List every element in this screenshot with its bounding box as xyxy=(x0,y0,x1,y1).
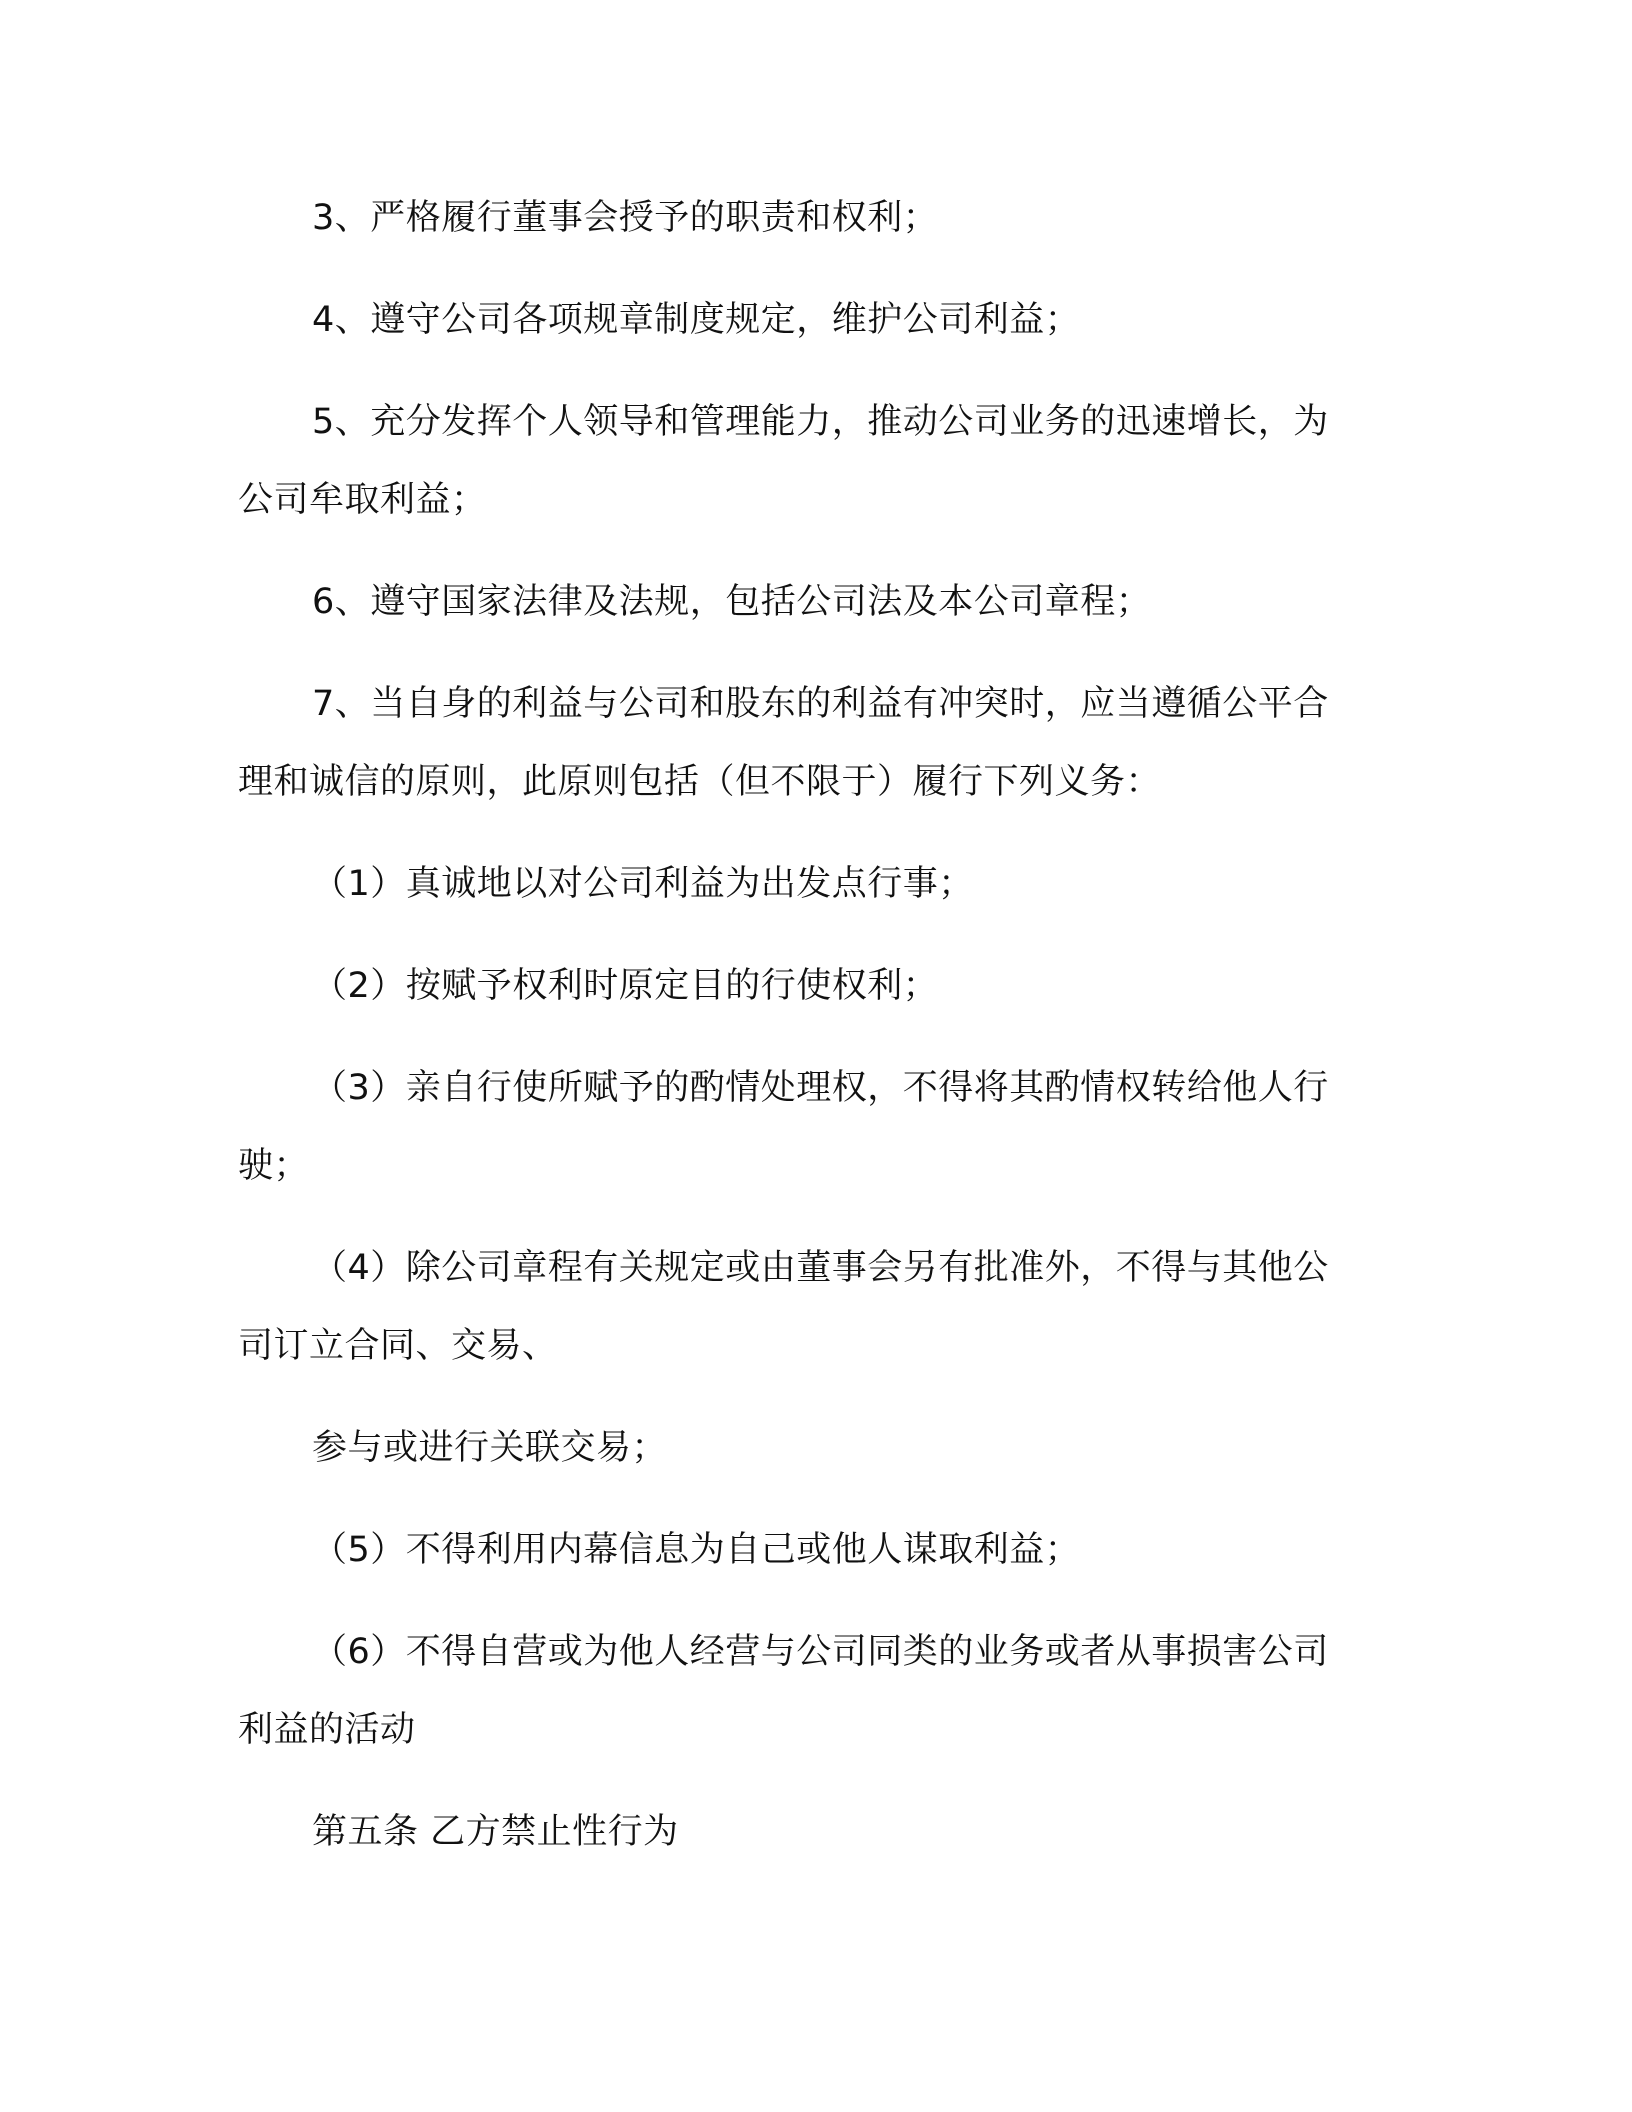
duty-3-line-2: 驶； xyxy=(238,1146,310,1186)
duty-5: （5）不得利用内幕信息为自己或他人谋取利益； xyxy=(312,1530,1081,1570)
duty-6-line-2: 利益的活动 xyxy=(238,1710,416,1750)
article-5-heading: 第五条 乙方禁止性行为 xyxy=(312,1812,679,1852)
clause-7-line-2: 理和诚信的原则，此原则包括（但不限于）履行下列义务： xyxy=(238,762,1162,802)
clause-7-line-1: 7、当自身的利益与公司和股东的利益有冲突时，应当遵循公平合 xyxy=(312,684,1329,724)
clause-4: 4、遵守公司各项规章制度规定，维护公司利益； xyxy=(312,300,1081,340)
duty-4-line-1: （4）除公司章程有关规定或由董事会另有批准外，不得与其他公 xyxy=(312,1248,1329,1288)
clause-5-line-1: 5、充分发挥个人领导和管理能力，推动公司业务的迅速增长，为 xyxy=(312,402,1329,442)
duty-2: （2）按赋予权利时原定目的行使权利； xyxy=(312,966,939,1006)
duty-1: （1）真诚地以对公司利益为出发点行事； xyxy=(312,864,974,904)
duty-4-line-2: 司订立合同、交易、 xyxy=(238,1326,558,1366)
duty-3-line-1: （3）亲自行使所赋予的酌情处理权，不得将其酌情权转给他人行 xyxy=(312,1068,1329,1108)
clause-3: 3、严格履行董事会授予的职责和权利； xyxy=(312,198,939,238)
duty-6-line-1: （6）不得自营或为他人经营与公司同类的业务或者从事损害公司 xyxy=(312,1632,1329,1672)
clause-6: 6、遵守国家法律及法规，包括公司法及本公司章程； xyxy=(312,582,1152,622)
duty-4-line-3: 参与或进行关联交易； xyxy=(312,1428,668,1468)
clause-5-line-2: 公司牟取利益； xyxy=(238,480,487,520)
